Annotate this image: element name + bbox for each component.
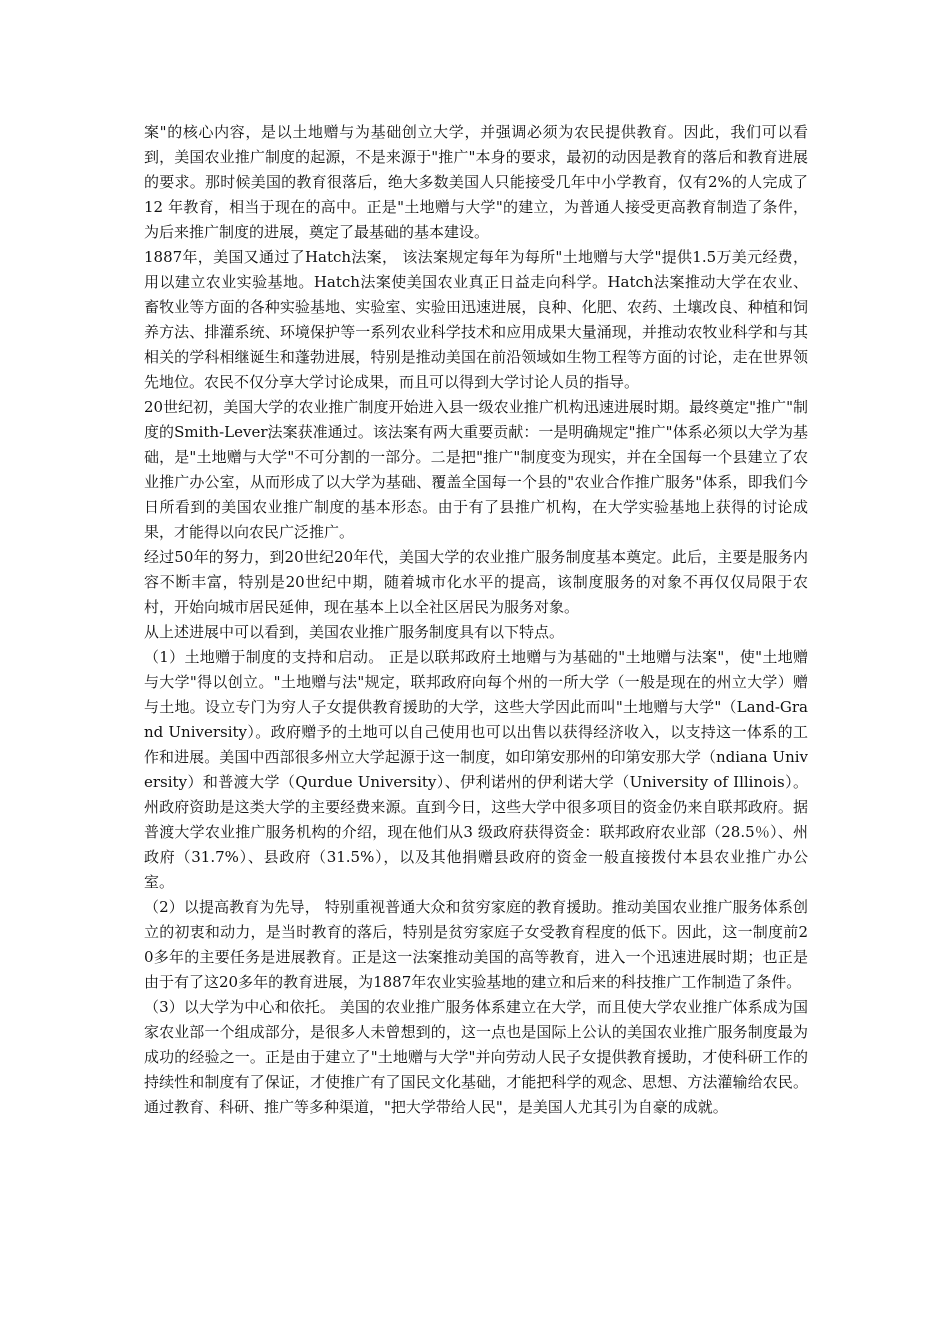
paragraph-hatch-act: 1887年，美国又通过了Hatch法案， 该法案规定每年为每所"土地赠与大学"提供1.5万美元经费，用以建立农业实验基地。Hatch法案使美国农业真正日益走向科学。Hatch法案推动大学在农业、 畜牧业等方面的各种实验基地、实验室、实验田迅速进展，良种、化肥、农药、土壤改良、种植和饲养方法、排灌系统、环境保护等一系列农业科学技术和应用成果大量涌现，并推动农牧业科学和与其相关的学科相继诞生和蓬勃进展，特别是推动美国在前沿领域如生物工程等方面的讨论，走在世界领先地位。农民不仅分享大学讨论成果，而且可以得到大学讨论人员的指导。: [144, 248, 808, 391]
paragraph-smith-lever-act: 20世纪初，美国大学的农业推广制度开始进入县一级农业推广机构迅速进展时期。最终奠定"推广"制度的Smith-Lever法案获准通过。该法案有两大重要贡献：一是明确规定"推广"体系必须以大学为基础，是"土地赠与大学"不可分割的一部分。二是把"推广"制度变为现实，并在全国每一个县建立了农业推广办公室，从而形成了以大学为基础、覆盖全国每一个县的"农业合作推广服务"体系，即我们今日所看到的美国农业推广制度的基本形态。由于有了县推广机构，在大学实验基地上获得的讨论成果，才能得以向农民广泛推广。: [144, 398, 808, 541]
paragraph-feature-3: （3）以大学为中心和依托。 美国的农业推广服务体系建立在大学，而且使大学农业推广体系成为国家农业部一个组成部分，是很多人未曾想到的，这一点也是国际上公认的美国农业推广服务制度最为成功的经验之一。正是由于建立了"土地赠与大学"并向劳动人民子女提供教育援助，才使科研工作的持续性和制度有了保证，才使推广有了国民文化基础，才能把科学的观念、思想、方法灌输给农民。通过教育、科研、推广等多种渠道，"把大学带给人民"，是美国人尤其引为自豪的成就。: [144, 998, 808, 1116]
paragraph-fifty-years: 经过50年的努力，到20世纪20年代，美国大学的农业推广服务制度基本奠定。此后，主要是服务内容不断丰富，特别是20世纪中期，随着城市化水平的提高，该制度服务的对象不再仅仅局限于农村，开始向城市居民延伸，现在基本上以全社区居民为服务对象。: [144, 548, 808, 616]
paragraph-origin: 案"的核心内容，是以土地赠与为基础创立大学，并强调必须为农民提供教育。因此，我们可以看到，美国农业推广制度的起源，不是来源于"推广"本身的要求，最初的动因是教育的落后和教育进展的要求。那时候美国的教育很落后，绝大多数美国人只能接受几年中小学教育，仅有2%的人完成了 12 年教育，相当于现在的高中。正是"土地赠与大学"的建立，为普通人接受更高教育制造了条件，为后来推广制度的进展，奠定了最基础的基本建设。: [144, 123, 808, 241]
document-body: [144, 120, 808, 1120]
paragraph-feature-2: （2）以提高教育为先导， 特别重视普通大众和贫穷家庭的教育援助。推动美国农业推广服务体系创立的初衷和动力，是当时教育的落后，特别是贫穷家庭子女受教育程度的低下。因此，这一制度前20多年的主要任务是进展教育。正是这一法案推动美国的高等教育，进入一个迅速进展时期；也正是由于有了这20多年的教育进展，为1887年农业实验基地的建立和后来的科技推广工作制造了条件。: [144, 898, 808, 991]
paragraph-features-intro: 从上述进展中可以看到，美国农业推广服务制度具有以下特点。: [144, 623, 565, 641]
paragraph-feature-1: （1）土地赠于制度的支持和启动。 正是以联邦政府土地赠与为基础的"土地赠与法案"，使"土地赠与大学"得以创立。"土地赠与法"规定，联邦政府向每个州的一所大学（一般是现在的州立大学）赠与土地。设立专门为穷人子女提供教育援助的大学，这些大学因此而叫"土地赠与大学"（Land-Grand University）。政府赠予的土地可以自己使用也可以出售以获得经济收入，以支持这一体系的工作和进展。美国中西部很多州立大学起源于这一制度，如印第安那州的印第安那大学（ndiana University）和普渡大学（Qurdue University）、伊利诺州的伊利诺大学（University of Illinois）。州政府资助是这类大学的主要经费来源。直到今日，这些大学中很多项目的资金仍来自联邦政府。据普渡大学农业推广服务机构的介绍，现在他们从3 级政府获得资金：联邦政府农业部（28.5％）、州政府（31.7%）、县政府（31.5%），以及其他捐赠县政府的资金一般直接拨付本县农业推广办公室。: [144, 648, 808, 891]
